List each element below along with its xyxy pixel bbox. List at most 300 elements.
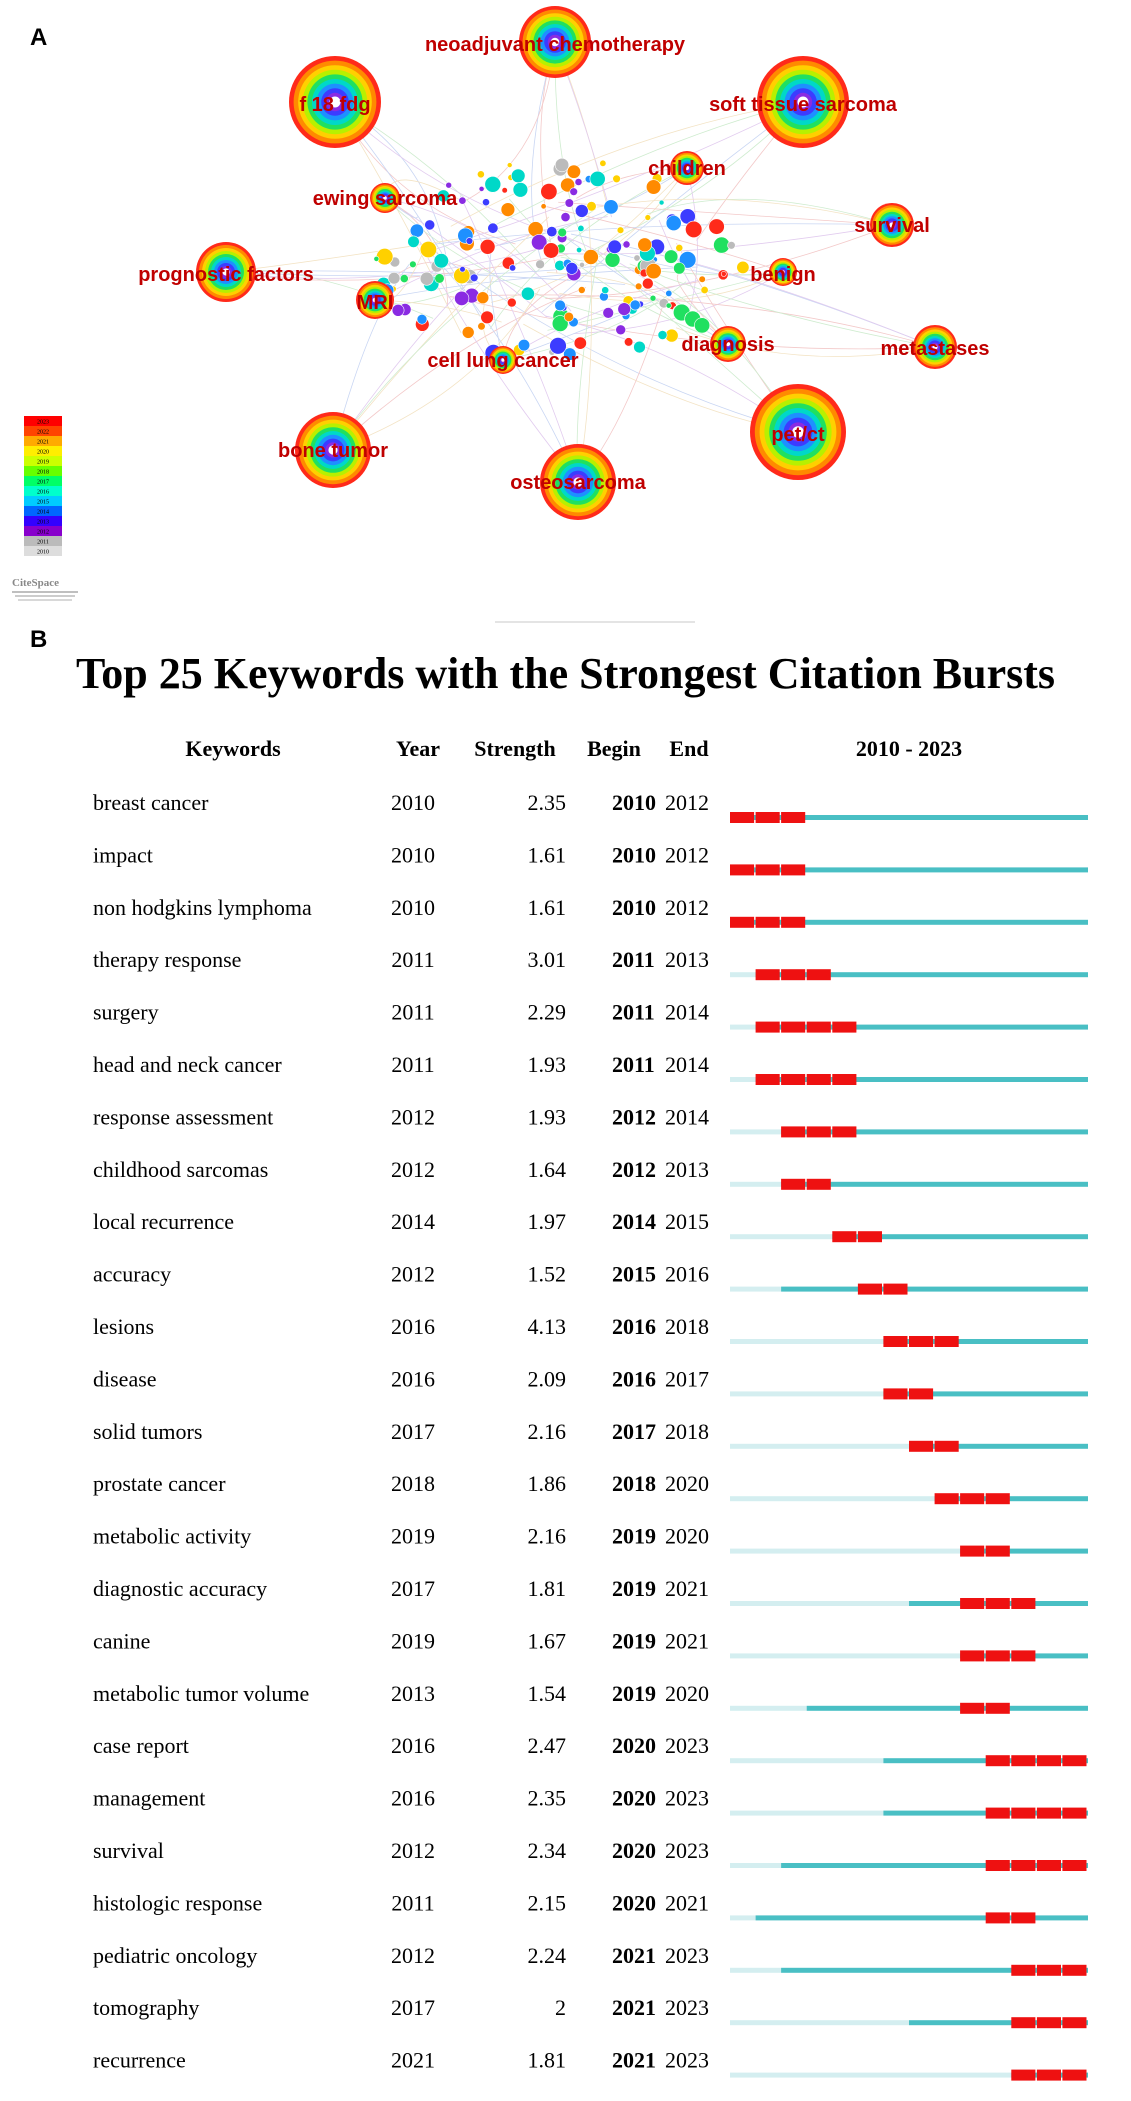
table-row [93, 1471, 1088, 1504]
row-begin: 2016 [612, 1366, 656, 1392]
table-row [93, 1209, 1088, 1242]
burst-segment [1037, 1755, 1061, 1766]
timeline-inactive [730, 1549, 960, 1554]
row-strength: 3.01 [527, 947, 566, 973]
network-node-dot [728, 241, 736, 249]
row-year: 2019 [391, 1628, 435, 1654]
row-begin: 2021 [612, 1942, 656, 1968]
panel-label-a: A [30, 24, 48, 51]
burst-segment [960, 1546, 984, 1557]
row-keyword: metabolic tumor volume [93, 1680, 310, 1706]
burst-segment [730, 864, 754, 875]
legend-year-label: 2021 [37, 439, 49, 446]
row-begin: 2011 [612, 999, 655, 1025]
row-year: 2013 [391, 1680, 435, 1706]
row-year: 2010 [391, 842, 435, 868]
row-year: 2018 [391, 1471, 435, 1497]
network-node-dot [567, 165, 580, 178]
network-node-dot [645, 215, 651, 221]
burst-segment [781, 864, 805, 875]
network-node-dot [477, 171, 484, 178]
timeline-active [756, 1077, 1088, 1082]
network-node-dot [417, 314, 427, 324]
burst-segment [1011, 1650, 1035, 1661]
network-node-dot [434, 253, 449, 268]
network-node-dot [701, 286, 708, 293]
burst-segment [756, 1022, 780, 1033]
row-strength: 2.16 [527, 1418, 566, 1444]
row-keyword: therapy response [93, 947, 242, 973]
network-node-dot [388, 272, 400, 284]
row-begin: 2021 [612, 1995, 656, 2021]
table-row [93, 947, 1088, 980]
network-node-dot [642, 278, 653, 289]
network-node-label: benign [750, 264, 816, 286]
table-row [93, 1314, 1088, 1347]
timeline-inactive [730, 1182, 781, 1187]
table-row [93, 1000, 1088, 1033]
timeline-inactive [730, 1129, 781, 1134]
row-year: 2012 [391, 1261, 435, 1287]
row-strength: 1.81 [527, 1576, 566, 1601]
network-node-dot [575, 178, 582, 185]
network-node [648, 151, 726, 185]
timeline-inactive [730, 972, 756, 977]
row-end: 2017 [665, 1366, 709, 1392]
network-node-dot [561, 213, 570, 222]
timeline-inactive [730, 1287, 781, 1292]
network-node-dot [410, 224, 423, 237]
network-node-dot [676, 244, 683, 251]
table-row [93, 790, 1088, 823]
burst-segment [986, 1598, 1010, 1609]
row-year: 2011 [391, 947, 435, 973]
row-end: 2023 [665, 1838, 709, 1863]
network-node-dot [658, 330, 667, 339]
network-node-label: f 18 fdg [299, 94, 371, 116]
network-node-dot [576, 247, 581, 252]
burst-segment [756, 917, 780, 928]
network-node-dot [570, 188, 578, 196]
network-node-dot [541, 204, 546, 209]
table-row [93, 1104, 1088, 1137]
row-end: 2021 [665, 1628, 709, 1654]
row-begin: 2014 [612, 1209, 656, 1235]
row-keyword: response assessment [93, 1104, 274, 1130]
row-keyword: pediatric oncology [93, 1942, 258, 1968]
table-body [93, 790, 1088, 2081]
burst-segment [1062, 2070, 1086, 2081]
table-row [93, 895, 1088, 928]
network-node-dot [541, 183, 557, 199]
burst-segment [1037, 2017, 1061, 2028]
burst-segment [781, 1022, 805, 1033]
timeline-inactive [730, 1758, 883, 1763]
network-node-dot [485, 176, 501, 192]
burst-segment [756, 812, 780, 823]
timeline-inactive [730, 1915, 756, 1920]
network-node-dot [511, 169, 525, 183]
network-node-label: pet/ct [771, 424, 825, 446]
table-row [93, 1628, 1088, 1661]
burst-segment [858, 1284, 882, 1295]
legend-year-label: 2020 [37, 449, 49, 456]
network-node-dot [435, 274, 445, 284]
row-end: 2021 [665, 1890, 709, 1916]
network-node-dot [617, 227, 624, 234]
burst-segment [807, 1179, 831, 1190]
header-range: 2010 - 2023 [855, 736, 963, 761]
network-node-dot [470, 274, 478, 282]
table-row [93, 1419, 1088, 1452]
timeline-active [807, 1706, 1088, 1711]
burst-segment [960, 1598, 984, 1609]
network-node-dot [507, 298, 516, 307]
row-begin: 2010 [612, 842, 656, 868]
network-node-dot [618, 303, 631, 316]
row-year: 2016 [391, 1785, 435, 1811]
network-node-dot [600, 160, 606, 166]
network-node-dot [659, 200, 664, 205]
network-node-label: children [648, 158, 726, 180]
header-keywords: Keywords [185, 736, 281, 761]
timeline-inactive [730, 1025, 756, 1030]
legend-year-label: 2010 [37, 549, 49, 556]
timeline-inactive [730, 1234, 832, 1239]
burst-segment [807, 969, 831, 980]
network-node-dot [634, 255, 640, 261]
row-keyword: surgery [93, 999, 159, 1025]
table-row [93, 1838, 1088, 1871]
network-node-dot [460, 267, 466, 273]
burst-segment [756, 969, 780, 980]
network-node-dot [482, 199, 489, 206]
network-node-dot [699, 276, 706, 283]
network-node-dot [721, 271, 726, 276]
row-strength: 1.93 [527, 1052, 566, 1077]
burst-segment [986, 1650, 1010, 1661]
row-keyword: disease [93, 1366, 157, 1392]
network-node-dot [608, 240, 622, 254]
burst-segment [960, 1650, 984, 1661]
network-node [425, 6, 686, 78]
burst-segment [730, 812, 754, 823]
burst-segment [781, 1179, 805, 1190]
network-node-dot [638, 238, 652, 252]
network-node-dot [400, 275, 408, 283]
burst-segment [909, 1336, 933, 1347]
row-end: 2013 [665, 947, 709, 973]
network-node [750, 258, 816, 286]
network-node-dot [624, 338, 633, 347]
row-begin: 2020 [612, 1838, 656, 1863]
network-node-dot [479, 186, 484, 191]
row-begin: 2021 [612, 2047, 656, 2073]
network-node [750, 384, 846, 480]
network-node-dot [462, 326, 474, 338]
network-node-dot [521, 287, 534, 300]
row-keyword: childhood sarcomas [93, 1156, 269, 1182]
network-node-dot [694, 318, 709, 333]
legend-year-label: 2017 [37, 479, 49, 486]
row-year: 2012 [391, 1156, 435, 1182]
burst-segment [986, 1493, 1010, 1504]
network-node-dot [558, 228, 567, 237]
network-node-dot [578, 225, 584, 231]
legend-year-label: 2023 [37, 419, 49, 426]
burst-segment [1037, 1965, 1061, 1976]
network-node-dot [634, 341, 646, 353]
burst-segment [807, 1074, 831, 1085]
row-end: 2023 [665, 1785, 709, 1811]
network-node-label: neoadjuvant chemotherapy [424, 34, 686, 56]
network-node-dot [674, 263, 686, 275]
network-node-dot [488, 223, 498, 233]
burst-segment [756, 1074, 780, 1085]
year-color-legend [24, 416, 62, 556]
burst-segment [986, 1546, 1010, 1557]
row-begin: 2010 [612, 894, 656, 920]
burst-segment [986, 1808, 1010, 1819]
table-row [93, 1576, 1088, 1609]
burst-segment [1062, 1860, 1086, 1871]
burst-segment [1037, 1808, 1061, 1819]
row-strength: 1.67 [527, 1628, 566, 1654]
row-strength: 1.81 [527, 2047, 566, 2073]
burst-segment [1062, 1808, 1086, 1819]
burst-segment [807, 1022, 831, 1033]
row-keyword: impact [93, 842, 153, 868]
network-node [356, 281, 394, 319]
row-keyword: lesions [93, 1314, 155, 1339]
row-keyword: head and neck cancer [93, 1052, 282, 1077]
row-begin: 2019 [612, 1523, 656, 1549]
burst-segment [1037, 2070, 1061, 2081]
row-strength: 2.24 [527, 1942, 566, 1968]
network-node-label: cell lung cancer [427, 350, 579, 372]
row-year: 2017 [391, 1418, 435, 1444]
timeline-inactive [730, 1863, 781, 1868]
network-node-dot [583, 250, 598, 265]
row-keyword: non hodgkins lymphoma [93, 894, 312, 920]
row-end: 2018 [665, 1418, 709, 1444]
table-row [93, 1786, 1088, 1819]
row-year: 2011 [391, 999, 435, 1025]
burst-segment [781, 917, 805, 928]
network-node [313, 183, 458, 213]
network-node-dot [630, 300, 640, 310]
row-keyword: solid tumors [93, 1418, 203, 1444]
network-node-dot [420, 272, 433, 285]
table-row [93, 1052, 1088, 1085]
burst-segment [1011, 1598, 1035, 1609]
row-strength: 1.61 [527, 842, 566, 868]
row-strength: 2.16 [527, 1523, 566, 1549]
row-strength: 2.15 [527, 1890, 566, 1916]
legend-year-label: 2016 [37, 489, 49, 496]
row-year: 2016 [391, 1733, 435, 1759]
network-node-dot [616, 325, 626, 335]
row-year: 2021 [391, 2047, 435, 2073]
row-strength: 2.47 [527, 1733, 566, 1759]
row-keyword: metabolic activity [93, 1523, 252, 1549]
legend-year-label: 2015 [37, 499, 49, 506]
network-node-dot [709, 219, 725, 235]
network-node-dot [604, 200, 618, 214]
row-strength: 1.97 [527, 1209, 566, 1235]
network-node-dot [737, 261, 749, 273]
table-row [93, 842, 1088, 875]
row-begin: 2010 [612, 790, 656, 815]
row-end: 2020 [665, 1680, 709, 1706]
network-node [138, 242, 314, 302]
burst-segment [935, 1441, 959, 1452]
timeline-inactive [730, 1496, 935, 1501]
citespace-logo [12, 577, 78, 600]
network-node-dot [513, 182, 528, 197]
network-node-dot [509, 265, 515, 271]
row-strength: 2.35 [527, 1785, 566, 1811]
network-node-dot [605, 252, 620, 267]
row-end: 2012 [665, 790, 709, 815]
row-year: 2016 [391, 1314, 435, 1339]
header-begin: Begin [587, 736, 641, 761]
burst-segment [1011, 1912, 1035, 1923]
timeline-inactive [730, 1339, 883, 1344]
row-end: 2021 [665, 1576, 709, 1601]
header-end: End [669, 736, 709, 761]
network-node-dot [685, 221, 702, 238]
network-node-dot [623, 241, 630, 248]
table-row [93, 1995, 1088, 2028]
network-node-label: prognostic factors [138, 264, 314, 286]
network-node-dot [575, 204, 588, 217]
row-begin: 2012 [612, 1104, 656, 1130]
row-end: 2018 [665, 1314, 709, 1339]
keyword-cooccurrence-network [0, 0, 1131, 630]
row-strength: 1.61 [527, 894, 566, 920]
row-begin: 2012 [612, 1156, 656, 1182]
burst-segment [1011, 1755, 1035, 1766]
network-node [709, 56, 898, 148]
network-node-dot [481, 311, 494, 324]
burst-segment [883, 1284, 907, 1295]
row-begin: 2018 [612, 1471, 656, 1497]
row-strength: 2.09 [527, 1366, 566, 1392]
legend-year-label: 2018 [37, 469, 49, 476]
network-node-dot [565, 199, 574, 208]
row-end: 2014 [665, 1104, 709, 1130]
burst-segment [1011, 1808, 1035, 1819]
row-keyword: accuracy [93, 1261, 172, 1287]
network-node-dot [459, 197, 466, 204]
timeline-active [756, 1025, 1088, 1030]
legend-year-label: 2022 [37, 429, 49, 436]
network-node-dot [408, 236, 420, 248]
timeline-active [781, 1287, 1088, 1292]
network-node [854, 203, 930, 247]
burst-segment [1011, 2017, 1035, 2028]
burst-segment [960, 1703, 984, 1714]
row-strength: 1.52 [527, 1261, 566, 1287]
row-end: 2014 [665, 1052, 709, 1077]
row-end: 2016 [665, 1261, 709, 1287]
row-end: 2023 [665, 1733, 709, 1759]
burst-segment [781, 1074, 805, 1085]
table-row [93, 1733, 1088, 1766]
network-node-dot [666, 303, 671, 308]
row-year: 2014 [391, 1209, 435, 1235]
timeline-inactive [730, 1653, 960, 1658]
row-keyword: breast cancer [93, 790, 209, 815]
burst-segment [1062, 2017, 1086, 2028]
table-row [93, 1262, 1088, 1295]
citespace-logo-text: CiteSpace [12, 577, 60, 589]
table-row [93, 2048, 1088, 2081]
burst-segment [986, 1860, 1010, 1871]
legend-year-label: 2011 [37, 539, 49, 546]
burst-segment [935, 1493, 959, 1504]
row-year: 2011 [391, 1890, 435, 1916]
network-node-dot [420, 241, 436, 257]
row-keyword: management [93, 1785, 206, 1811]
network-node-dot [566, 262, 578, 274]
network-node-label: osteosarcoma [510, 472, 646, 494]
timeline-inactive [730, 1811, 883, 1816]
network-node-dot [578, 287, 585, 294]
row-year: 2019 [391, 1523, 435, 1549]
header-year: Year [396, 736, 440, 761]
timeline-active [756, 972, 1088, 977]
network-node-dot [646, 263, 661, 278]
row-keyword: tomography [93, 1995, 200, 2021]
burst-segment [832, 1126, 856, 1137]
burst-segment [730, 917, 754, 928]
network-node-dot [666, 290, 672, 296]
network-node [510, 444, 646, 520]
network-node-dot [502, 188, 508, 194]
network-node-dot [603, 308, 614, 319]
network-node-dot [666, 216, 681, 231]
network-node-label: MRI [356, 292, 394, 314]
network-node-dot [579, 262, 584, 267]
network-node-dot [477, 292, 489, 304]
network-node-dot [635, 283, 642, 290]
row-keyword: case report [93, 1733, 189, 1759]
network-node-dot [478, 323, 486, 331]
network-node-label: soft tissue sarcoma [709, 94, 897, 116]
row-begin: 2020 [612, 1890, 656, 1916]
burst-segment [986, 1912, 1010, 1923]
burst-segment [756, 864, 780, 875]
row-end: 2020 [665, 1523, 709, 1549]
network-node-dot [425, 220, 435, 230]
table-row [93, 1157, 1088, 1190]
burst-segment [1037, 1860, 1061, 1871]
row-begin: 2016 [612, 1314, 656, 1339]
row-end: 2023 [665, 1942, 709, 1968]
network-node-label: ewing sarcoma [312, 188, 458, 210]
timeline-active [756, 1915, 1088, 1920]
row-keyword: diagnostic accuracy [93, 1576, 268, 1601]
row-year: 2010 [391, 790, 435, 815]
table-row [93, 1890, 1088, 1923]
network-node-dot [602, 287, 609, 294]
table-row [93, 1366, 1088, 1399]
burst-segment [986, 1703, 1010, 1714]
row-keyword: prostate cancer [93, 1471, 226, 1497]
row-end: 2015 [665, 1209, 709, 1235]
